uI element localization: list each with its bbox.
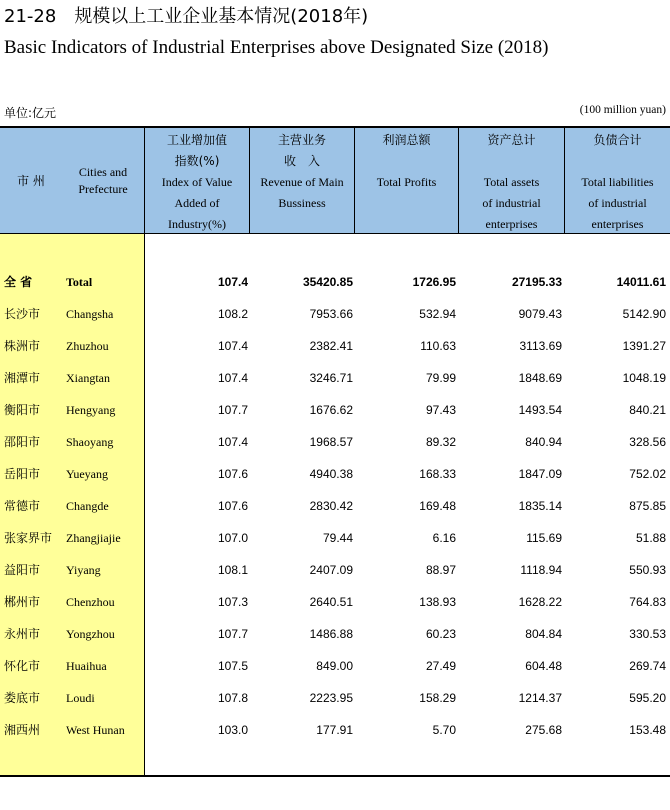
header-text: Added of: [174, 196, 220, 210]
value-liabilities: 1391.27: [622, 339, 666, 353]
region-name-cn: 衡阳市: [4, 403, 41, 417]
table-row: [0, 682, 670, 714]
bottom-rule: [0, 775, 670, 777]
value-index: 107.4: [217, 371, 248, 385]
value-revenue: 3246.71: [309, 371, 353, 385]
region-name-en: Yueyang: [66, 467, 108, 481]
value-liabilities: 153.48: [629, 723, 666, 737]
value-revenue: 1676.62: [309, 403, 353, 417]
value-profits: 158.29: [419, 691, 456, 705]
header-text: 收 入: [283, 154, 320, 168]
value-liabilities: 5142.90: [622, 307, 666, 321]
value-profits: 27.49: [425, 659, 456, 673]
value-assets: 1847.09: [518, 467, 562, 481]
value-profits: 169.48: [419, 499, 456, 513]
value-liabilities: 875.85: [629, 499, 666, 513]
header-city-cn-text: 市 州: [17, 173, 45, 188]
header-text: of industrial: [588, 196, 647, 210]
region-name-cn: 娄底市: [4, 691, 41, 705]
title-cn-text: 规模以上工业企业基本情况(2018年): [74, 6, 369, 27]
value-liabilities: 330.53: [629, 627, 666, 641]
header-col-revenue: [250, 128, 354, 234]
value-assets: 1118.94: [520, 563, 562, 577]
value-liabilities: 51.88: [635, 531, 666, 545]
value-liabilities: 840.21: [629, 403, 666, 417]
value-profits: 79.99: [425, 371, 456, 385]
value-index: 107.7: [217, 403, 248, 417]
table-row: [0, 330, 670, 362]
table-row: [0, 586, 670, 618]
value-liabilities: 269.74: [629, 659, 666, 673]
value-profits: 5.70: [432, 723, 456, 737]
table-row: [0, 554, 670, 586]
value-revenue: 35420.85: [302, 275, 353, 289]
header-city-en: [62, 128, 144, 234]
value-liabilities: 550.93: [629, 563, 666, 577]
value-index: 107.0: [217, 531, 248, 545]
table-row: [0, 458, 670, 490]
value-revenue: 1486.88: [309, 627, 353, 641]
value-index: 107.4: [217, 275, 248, 289]
value-revenue: 2640.51: [309, 595, 353, 609]
region-name-cn: 永州市: [4, 627, 41, 641]
header-text: Total Profits: [376, 175, 437, 189]
value-index: 107.6: [217, 499, 248, 513]
header-text: of industrial: [482, 196, 541, 210]
header-col-profits: [355, 128, 458, 234]
value-profits: 97.43: [425, 403, 456, 417]
region-name-en: Huaihua: [66, 659, 107, 673]
region-name-cn: 郴州市: [4, 595, 41, 609]
header-text: Industry(%): [168, 217, 226, 231]
table-row: [0, 490, 670, 522]
table-row: [0, 618, 670, 650]
value-profits: 6.16: [432, 531, 456, 545]
region-name-cn: 湘潭市: [4, 371, 41, 385]
region-name-en: Loudi: [66, 691, 95, 705]
value-profits: 89.32: [425, 435, 456, 449]
value-profits: 88.97: [425, 563, 456, 577]
value-liabilities: 595.20: [629, 691, 666, 705]
page-title-cn: [4, 6, 368, 28]
value-assets: 1835.14: [518, 499, 562, 513]
value-revenue: 4940.38: [309, 467, 353, 481]
value-index: 107.6: [217, 467, 248, 481]
region-name-cn: 益阳市: [4, 563, 41, 577]
header-text: 资产总计: [487, 133, 536, 147]
table-row-total: [0, 266, 670, 298]
region-name-cn: 全 省: [4, 275, 33, 289]
header-text: enterprises: [591, 217, 644, 231]
header-text: 主营业务: [277, 133, 326, 147]
value-profits: 1726.95: [412, 275, 456, 289]
header-col-liabilities: [565, 128, 670, 234]
value-index: 107.7: [217, 627, 248, 641]
region-name-en: Zhangjiajie: [66, 531, 121, 545]
value-revenue: 2223.95: [309, 691, 353, 705]
table-row: [0, 426, 670, 458]
value-revenue: 79.44: [322, 531, 353, 545]
header-text: Total assets: [483, 175, 540, 189]
region-name-cn: 岳阳市: [4, 467, 41, 481]
value-liabilities: 1048.19: [622, 371, 666, 385]
value-index: 107.4: [217, 435, 248, 449]
region-name-en: Yiyang: [66, 563, 101, 577]
value-profits: 532.94: [419, 307, 456, 321]
unit-label-en: (100 million yuan): [579, 104, 666, 116]
value-revenue: 849.00: [316, 659, 353, 673]
value-assets: 115.69: [526, 531, 562, 545]
table-row: [0, 650, 670, 682]
region-name-cn: 张家界市: [4, 531, 53, 545]
value-revenue: 2407.09: [309, 563, 353, 577]
header-text: Total liabilities: [581, 175, 654, 189]
region-name-en: Total: [66, 275, 93, 289]
value-index: 103.0: [217, 723, 248, 737]
table-row: [0, 714, 670, 746]
value-assets: 804.84: [525, 627, 562, 641]
header-col-assets: [459, 128, 564, 234]
header-col-index: [145, 128, 249, 234]
header-text: 负债合计: [593, 133, 642, 147]
region-name-cn: 怀化市: [4, 659, 41, 673]
header-text: 利润总额: [382, 133, 431, 147]
header-city-en-line: Cities and: [78, 165, 128, 179]
value-assets: 1628.22: [518, 595, 562, 609]
region-name-en: Hengyang: [66, 403, 116, 417]
page-title-en: Basic Indicators of Industrial Enterprises above Designated Size (2018): [4, 37, 549, 58]
value-assets: 1848.69: [518, 371, 562, 385]
table-row: [0, 522, 670, 554]
value-index: 108.2: [217, 307, 248, 321]
value-revenue: 1968.57: [309, 435, 353, 449]
value-index: 107.3: [217, 595, 248, 609]
region-name-en: Changde: [66, 499, 109, 513]
value-assets: 3113.69: [519, 339, 562, 353]
table-number: 21-28: [4, 6, 57, 27]
region-name-en: Xiangtan: [66, 371, 110, 385]
header-city-en-line: Prefecture: [78, 182, 128, 196]
header-city-cn: [0, 128, 62, 234]
header-text: enterprises: [485, 217, 538, 231]
value-assets: 1493.54: [518, 403, 562, 417]
region-name-en: Yongzhou: [66, 627, 115, 641]
region-name-cn: 长沙市: [4, 307, 41, 321]
value-index: 107.5: [217, 659, 248, 673]
unit-label-cn: 单位:亿元: [4, 106, 57, 120]
region-name-cn: 常德市: [4, 499, 41, 513]
value-profits: 110.63: [420, 339, 456, 353]
value-index: 108.1: [217, 563, 248, 577]
region-name-en: Changsha: [66, 307, 114, 321]
region-name-cn: 湘西州: [4, 723, 41, 737]
header-text: 指数(%): [174, 154, 220, 168]
value-assets: 9079.43: [518, 307, 562, 321]
value-revenue: 7953.66: [309, 307, 353, 321]
value-liabilities: 328.56: [629, 435, 666, 449]
header-text: Revenue of Main: [260, 175, 344, 189]
value-revenue: 177.91: [316, 723, 353, 737]
region-name-cn: 株洲市: [4, 339, 41, 353]
region-name-en: Zhuzhou: [66, 339, 109, 353]
table-row: [0, 394, 670, 426]
value-assets: 840.94: [525, 435, 562, 449]
value-assets: 275.68: [525, 723, 562, 737]
region-name-en: Shaoyang: [66, 435, 114, 449]
value-liabilities: 14011.61: [616, 275, 666, 289]
value-revenue: 2830.42: [309, 499, 353, 513]
value-index: 107.4: [217, 339, 248, 353]
value-liabilities: 764.83: [629, 595, 666, 609]
value-profits: 168.33: [419, 467, 456, 481]
value-assets: 1214.37: [518, 691, 562, 705]
region-name-cn: 邵阳市: [4, 435, 41, 449]
value-assets: 604.48: [525, 659, 562, 673]
value-index: 107.8: [217, 691, 248, 705]
value-profits: 138.93: [419, 595, 456, 609]
header-text: Bussiness: [278, 196, 326, 210]
value-assets: 27195.33: [511, 275, 562, 289]
value-revenue: 2382.41: [309, 339, 353, 353]
value-profits: 60.23: [425, 627, 456, 641]
value-liabilities: 752.02: [629, 467, 666, 481]
header-text: 工业增加值: [166, 133, 227, 147]
table-row: [0, 362, 670, 394]
table-row: [0, 298, 670, 330]
region-name-en: West Hunan: [66, 723, 125, 737]
header-text: Index of Value: [161, 175, 233, 189]
region-name-en: Chenzhou: [66, 595, 115, 609]
